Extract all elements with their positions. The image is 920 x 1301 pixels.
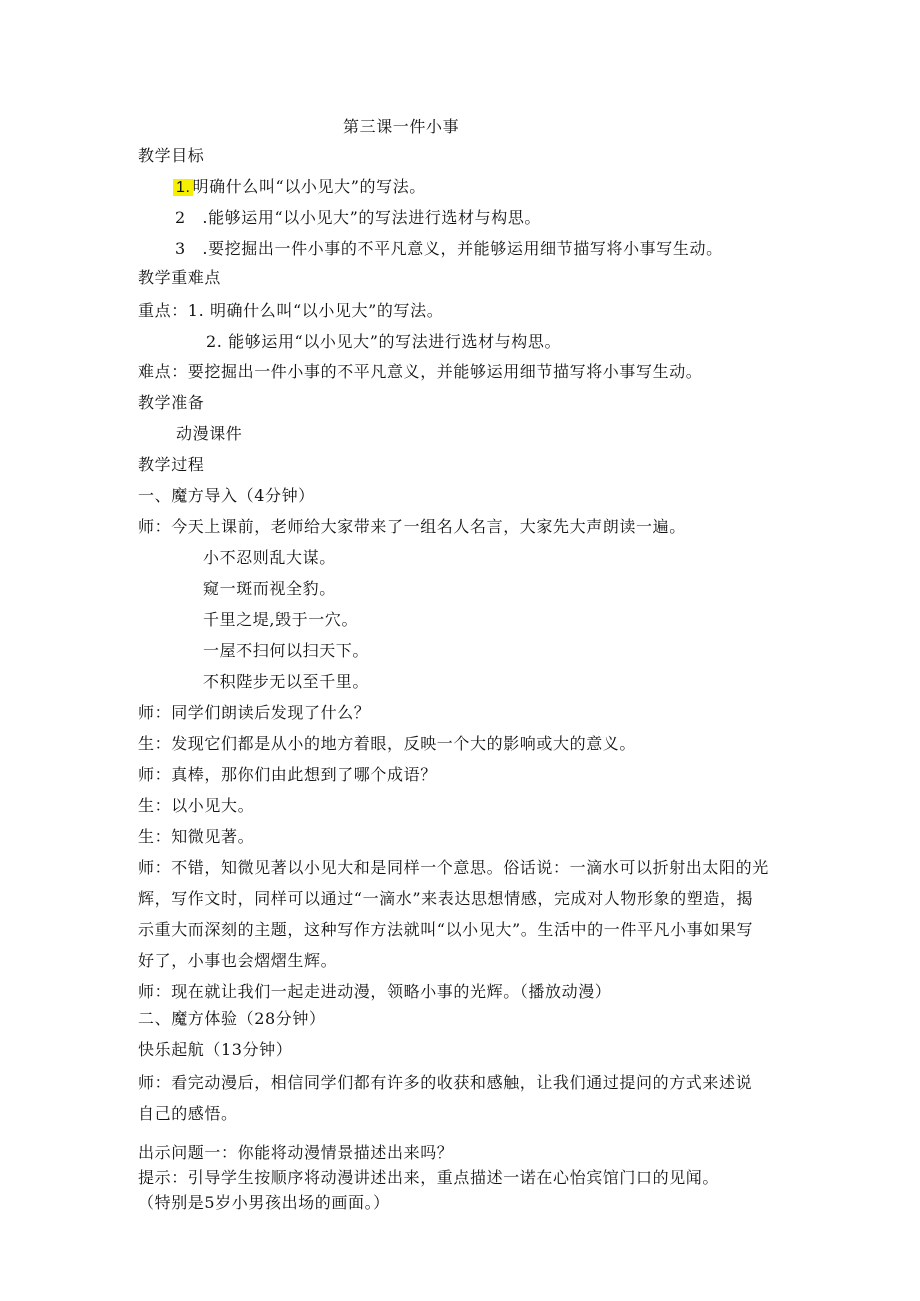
paragraph-line: 好了，小事也会熠熠生辉。 bbox=[138, 951, 338, 970]
quote-item: 小不忍则乱大谋。 bbox=[203, 548, 336, 567]
difficulty-heading: 教学重难点 bbox=[138, 268, 222, 287]
dialogue-line: 师：现在就让我们一起走进动漫，领略小事的光辉。（播放动漫） bbox=[138, 982, 612, 1001]
dialogue-line: 师：今天上课前，老师给大家带来了一组名人名言，大家先大声朗读一遍。 bbox=[138, 517, 686, 536]
paragraph-line: 辉，写作文时，同样可以通过“一滴水”来表达思想情感，完成对人物形象的塑造，揭 bbox=[138, 889, 754, 908]
paragraph-line: 师：不错，知微见著以小见大和是同样一个意思。俗话说：一滴水可以折射出太阳的光 bbox=[138, 858, 769, 877]
goal-item-3: 3 .要挖掘出一件小事的不平凡意义，并能够运用细节描写将小事写生动。 bbox=[175, 239, 723, 258]
goals-heading: 教学目标 bbox=[138, 146, 205, 165]
dialogue-line: 生：知微见著。 bbox=[138, 827, 255, 846]
section-heading-1: 一、魔方导入（4分钟） bbox=[138, 486, 315, 505]
question-line: 出示问题一：你能将动漫情景描述出来吗？ bbox=[138, 1143, 454, 1162]
hint-line: （特别是5岁小男孩出场的画面。） bbox=[138, 1193, 390, 1212]
prep-heading: 教学准备 bbox=[138, 393, 205, 412]
subsection-heading: 快乐起航（13分钟） bbox=[138, 1040, 293, 1059]
paragraph-line: 自己的感悟。 bbox=[138, 1104, 238, 1123]
quote-item: 不积陛步无以至千里。 bbox=[203, 672, 370, 691]
paragraph-line: 师：看完动漫后，相信同学们都有许多的收获和感触，让我们通过提问的方式来述说 bbox=[138, 1073, 753, 1092]
section-heading-2: 二、魔方体验（28分钟） bbox=[138, 1009, 326, 1028]
key-point-1: 重点：1. 明确什么叫“以小见大”的写法。 bbox=[138, 301, 444, 320]
process-heading: 教学过程 bbox=[138, 455, 205, 474]
goal-item-2: 2 .能够运用“以小见大”的写法进行选材与构思。 bbox=[175, 208, 542, 227]
hard-point: 难点：要挖掘出一件小事的不平凡意义，并能够运用细节描写将小事写生动。 bbox=[138, 362, 703, 381]
quote-item: 窥一斑而视全豹。 bbox=[203, 579, 336, 598]
key-point-2: 2. 能够运用“以小见大”的写法进行选材与构思。 bbox=[206, 332, 562, 351]
goal-item-1 bbox=[173, 177, 426, 198]
hint-line: 提示：引导学生按顺序将动漫讲述出来，重点描述一诺在心怡宾馆门口的见闻。 bbox=[138, 1168, 720, 1187]
highlight-mark: 1. bbox=[173, 179, 193, 196]
prep-item: 动漫课件 bbox=[176, 424, 243, 443]
quote-item: 一屋不扫何以扫天下。 bbox=[203, 641, 370, 660]
paragraph-line: 示重大而深刻的主题，这种写作方法就叫“以小见大”。生活中的一件平凡小事如果写 bbox=[138, 920, 754, 939]
dialogue-line: 生：发现它们都是从小的地方着眼，反映一个大的影响或大的意义。 bbox=[138, 734, 637, 753]
dialogue-line: 师：同学们朗读后发现了什么？ bbox=[138, 703, 371, 722]
document-title: 第三课一件小事 bbox=[343, 117, 460, 136]
dialogue-line: 师：真棒，那你们由此想到了哪个成语？ bbox=[138, 765, 437, 784]
dialogue-line: 生：以小见大。 bbox=[138, 796, 255, 815]
quote-item: 千里之堤,毁于一穴。 bbox=[203, 610, 359, 629]
goal-item-1-text: 明确什么叫“以小见大”的写法。 bbox=[192, 177, 426, 196]
